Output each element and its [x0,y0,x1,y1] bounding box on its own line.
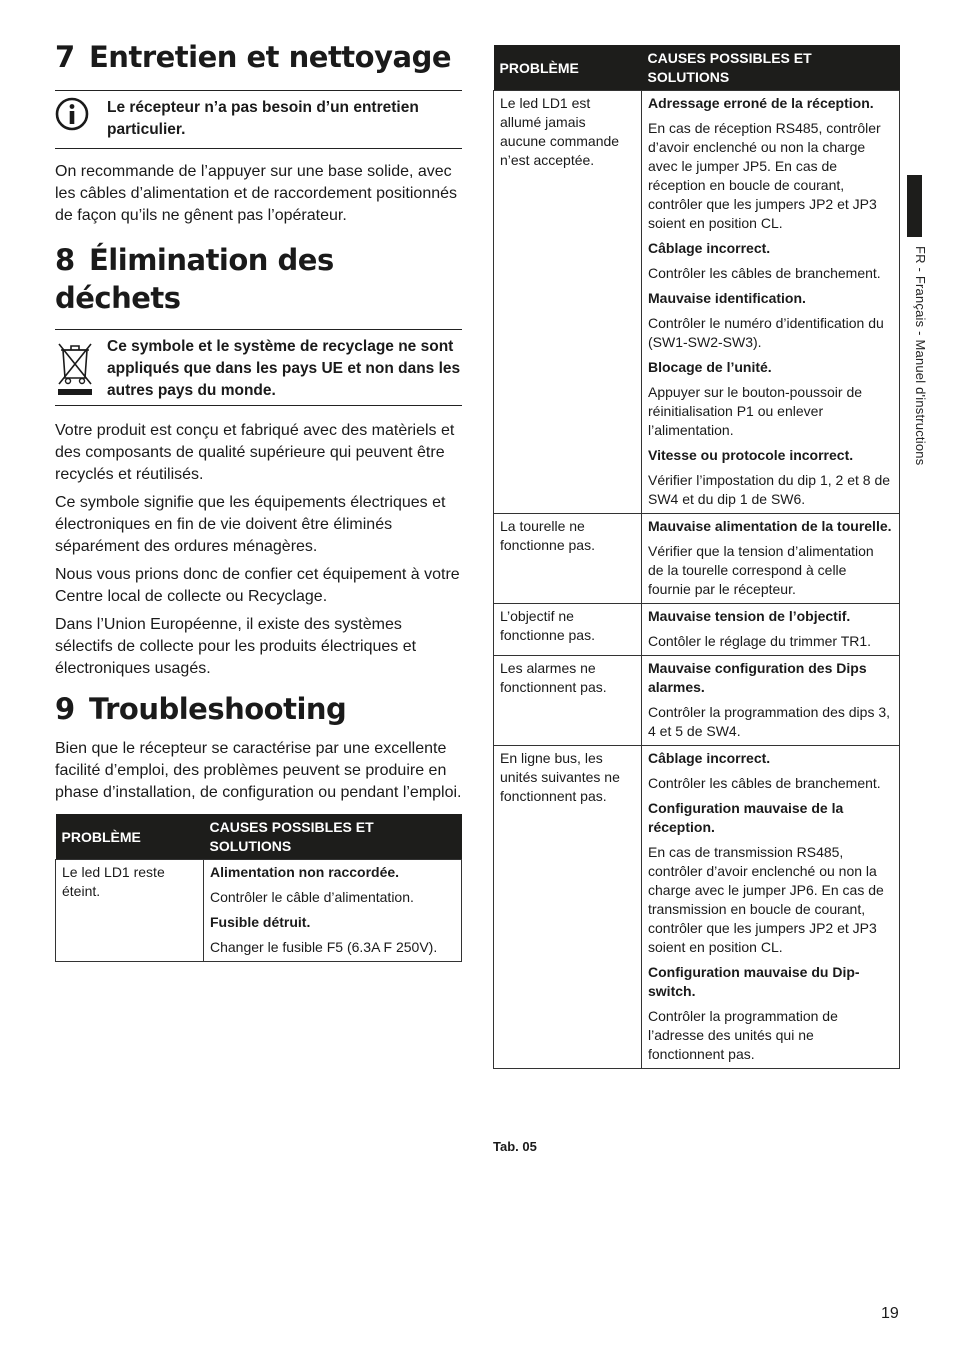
cause: Mauvaise configuration des Dips alarmes. [648,660,867,695]
problem-cell: La tourelle ne fonctionne pas. [494,514,642,604]
troubleshooting-table-part-1 [55,814,462,962]
paragraph: Nous vous prions donc de confier cet équipement à votre Centre local de collecte ou Recyclage. [55,566,460,605]
solution: Changer le fusible F5 (6.3A F 250V). [210,939,438,955]
table-row [494,91,900,514]
right-column [493,45,900,1069]
cause: Configuration mauvaise de la réception. [648,800,844,835]
weee-note [55,329,462,406]
table-caption: Tab. 05 [493,1139,537,1154]
problem-cell: En ligne bus, les unités suivantes ne fonctionnent pas. [494,746,642,1069]
header-causes: CAUSES POSSIBLES ET SOLUTIONS [642,45,900,91]
troubleshooting-table-part-2 [493,45,900,1069]
maintenance-note-text: Le récepteur n’a pas besoin d’un entretien particulier. [107,99,419,138]
causes-cell [204,860,462,962]
paragraph: On recommande de l’appuyer sur une base solide, avec les câbles d’alimentation et de raccordement positionnés de façon qu’ils ne gênent pas l’opérateur. [55,163,458,224]
table-row [494,514,900,604]
solution: Contrôler le câble d’alimentation. [210,889,414,905]
solution: Vérifier l’impostation du dip 1, 2 et 8 de SW4 et du dip 1 de SW6. [648,472,891,507]
sidebar-language-label: FR - Français - Manuel d'instructions [913,246,928,466]
section-9-heading: 9 Troubleshooting [55,692,347,726]
weee-bin-icon [55,336,107,401]
header-causes: CAUSES POSSIBLES ET SOLUTIONS [204,814,462,860]
table-row [494,656,900,746]
language-tab-marker [907,175,922,237]
header-problem: PROBLÈME [494,45,642,91]
solution: Contrôler les câbles de branchement. [648,265,881,281]
section-7-heading: 7 Entretien et nettoyage [55,40,451,74]
problem-cell: Les alarmes ne fonctionnent pas. [494,656,642,746]
section-8-heading: 8 Élimination des déchets [55,243,334,315]
solution: Appuyer sur le bouton-poussoir de réinitialisation P1 ou enlever l’alimentation. [648,384,863,438]
table-row [494,604,900,656]
solution: En cas de réception RS485, contrôler d’avoir enclenché ou non la charge avec le jumper JP5. En cas de réception en boucle de courant, contrôler que les jumpers JP2 et JP3 soient en position CL. [648,120,881,231]
cause: Câblage incorrect. [648,750,771,766]
solution: Contôler le réglage du trimmer TR1. [648,633,872,649]
cause: Mauvaise identification. [648,290,806,306]
causes-cell [642,656,900,746]
problem-cell: L’objectif ne fonctionne pas. [494,604,642,656]
causes-cell [642,91,900,514]
problem-cell: Le led LD1 est allumé jamais aucune commande n’est acceptée. [494,91,642,514]
cause: Câblage incorrect. [648,240,771,256]
causes-cell [642,514,900,604]
table-row [56,860,462,962]
problem-cell: Le led LD1 reste éteint. [56,860,204,962]
solution: Contrôler les câbles de branchement. [648,775,881,791]
solution: Contrôler la programmation de l’adresse des unités qui ne fonctionnent pas. [648,1008,838,1062]
cause: Alimentation non raccordée. [210,864,400,880]
solution: Contrôler la programmation des dips 3, 4 et 5 de SW4. [648,704,891,739]
solution: Vérifier que la tension d’alimentation de la tourelle correspond à celle fournie par le récepteur. [648,543,874,597]
paragraph: Bien que le récepteur se caractérise par une excellente facilité d’emploi, des problèmes peuvent se produire en phase d’installation, de configuration ou pendant l’emploi. [55,740,462,801]
paragraph: Dans l’Union Européenne, il existe des systèmes sélectifs de collecte pour les produits électriques et électroniques usagés. [55,616,417,677]
causes-cell [642,746,900,1069]
solution: En cas de transmission RS485, contrôler d’avoir enclenché ou non la charge avec le jumper JP6. En cas de transmission en boucle de courant, contrôler que les jumpers JP2 et JP3 soient en position CL. [648,844,884,955]
causes-cell [642,604,900,656]
solution: Contrôler le numéro d’identification du (SW1-SW2-SW3). [648,315,884,350]
page-number: 19 [881,1305,899,1322]
cause: Blocage de l’unité. [648,359,772,375]
cause: Vitesse ou protocole incorrect. [648,447,854,463]
header-problem: PROBLÈME [56,814,204,860]
paragraph: Votre produit est conçu et fabriqué avec des matèriels et des composants de qualité supérieure qui peuvent être recyclés et réutilisés. [55,422,455,483]
table-row [494,746,900,1069]
cause: Fusible détruit. [210,914,311,930]
cause: Mauvaise alimentation de la tourelle. [648,518,892,534]
cause: Configuration mauvaise du Dip-switch. [648,964,860,999]
info-note [55,90,462,149]
weee-note-text: Ce symbole et le système de recyclage ne sont appliqués que dans les pays UE et non dans les autres pays du monde. [107,338,461,399]
cause: Mauvaise tension de l’objectif. [648,608,851,624]
left-column [55,38,462,962]
paragraph: Ce symbole signifie que les équipements électriques et électroniques en fin de vie doivent être éliminés séparément des ordures ménagères. [55,494,446,555]
info-icon [55,97,107,136]
cause: Adressage erroné de la réception. [648,95,874,111]
